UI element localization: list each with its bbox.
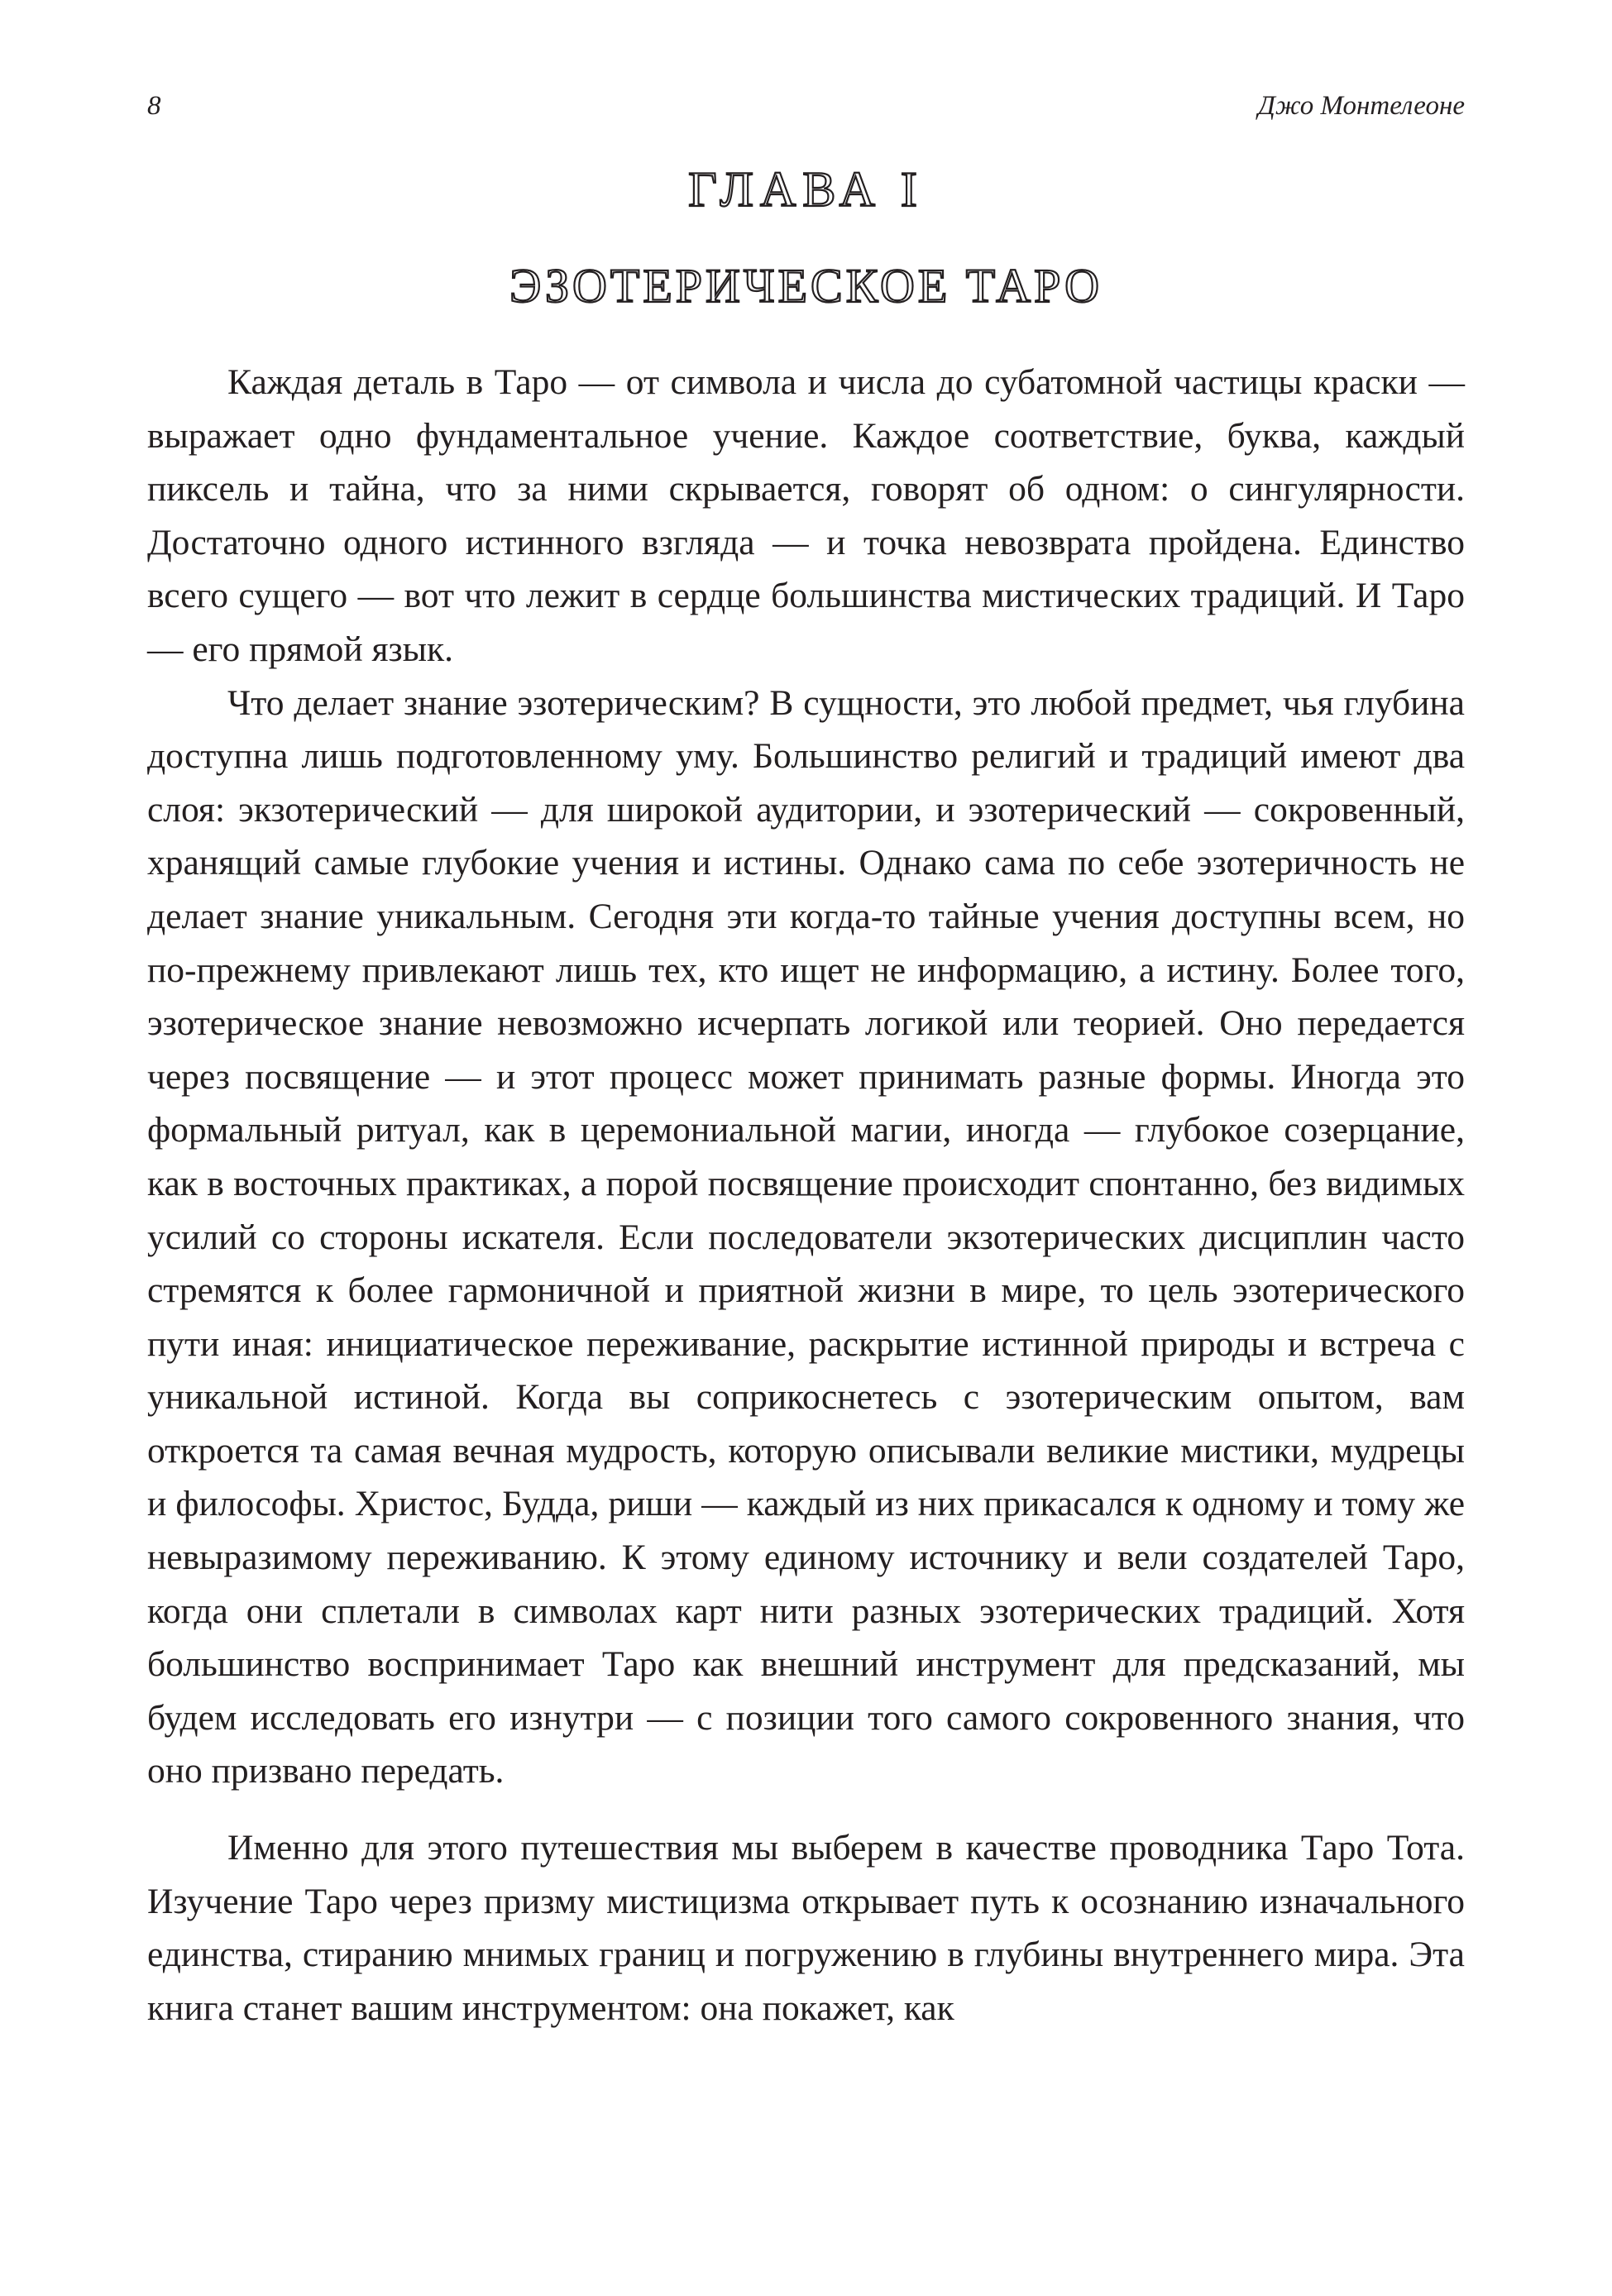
page-number: 8: [147, 91, 161, 121]
chapter-label: ГЛАВА I: [688, 162, 924, 217]
paragraph: Каждая деталь в Таро — от символа и числа до субатомной частицы краски — выражает одно фундаментальное учение. Каждое соответствие, буква, каждый пиксель и тайна, что за ними скрывается, говорят об одном: о сингулярности. Достаточно одного истинного взгляда — и точка невозврата пройдена. Единство всего сущего — вот что лежит в сердце большинства мистических традиций. И Таро — его прямой язык.: [147, 362, 1465, 669]
body-text: [147, 356, 1465, 2035]
paragraph: Именно для этого путешествия мы выберем в качестве проводника Таро Тота. Изучение Таро через призму мистицизма открывает путь к осознанию изначального единства, стиранию мнимых границ и погружению в глубины внутреннего мира. Эта книга станет вашим инструментом: она покажет, как: [147, 1828, 1465, 2028]
paragraph: Что делает знание эзотерическим? В сущности, это любой предмет, чья глубина доступна лишь подготовленному уму. Большинство религий и традиций имеют два слоя: экзотерический — для широкой аудитории, и эзотерический — сокровенный, хранящий самые глубокие учения и истины. Однако сама по себе эзотеричность не делает знание уникальным. Сегодня эти когда-то тайные учения доступны всем, но по-прежнему привлекают лишь тех, кто ищет не информацию, а истину. Более того, эзотерическое знание невозможно исчерпать логикой или теорией. Оно передается через посвящение — и этот процесс может принимать разные формы. Иногда это формальный ритуал, как в церемониальной магии, иногда — глубокое созерцание, как в восточных практиках, а порой посвящение происходит спонтанно, без видимых усилий со стороны искателя. Если последователи экзотерических дисциплин часто стремятся к более гармоничной и приятной жизни в мире, то цель эзотерического пути иная: инициатическое переживание, раскрытие истинной природы и встреча с уникальной истиной. Когда вы соприкоснетесь с эзотерическим опытом, вам откроется та самая вечная мудрость, которую описывали великие мистики, мудрецы и философы. Христос, Будда, риши — каждый из них прикасался к одному и тому же невыразимому переживанию. К этому единому источнику и вели создателей Таро, когда они сплетали в символах карт нити разных эзотерических традиций. Хотя большинство воспринимает Таро как внешний инструмент для предсказаний, мы будем исследовать его изнутри — с позиции того самого сокровенного знания, что оно призвано передать.: [147, 682, 1465, 1791]
running-head-author: Джо Монтелеоне: [1257, 91, 1465, 121]
running-head: [147, 91, 1465, 124]
chapter-title: ЭЗОТЕРИЧЕСКОЕ ТАРО: [509, 259, 1103, 313]
